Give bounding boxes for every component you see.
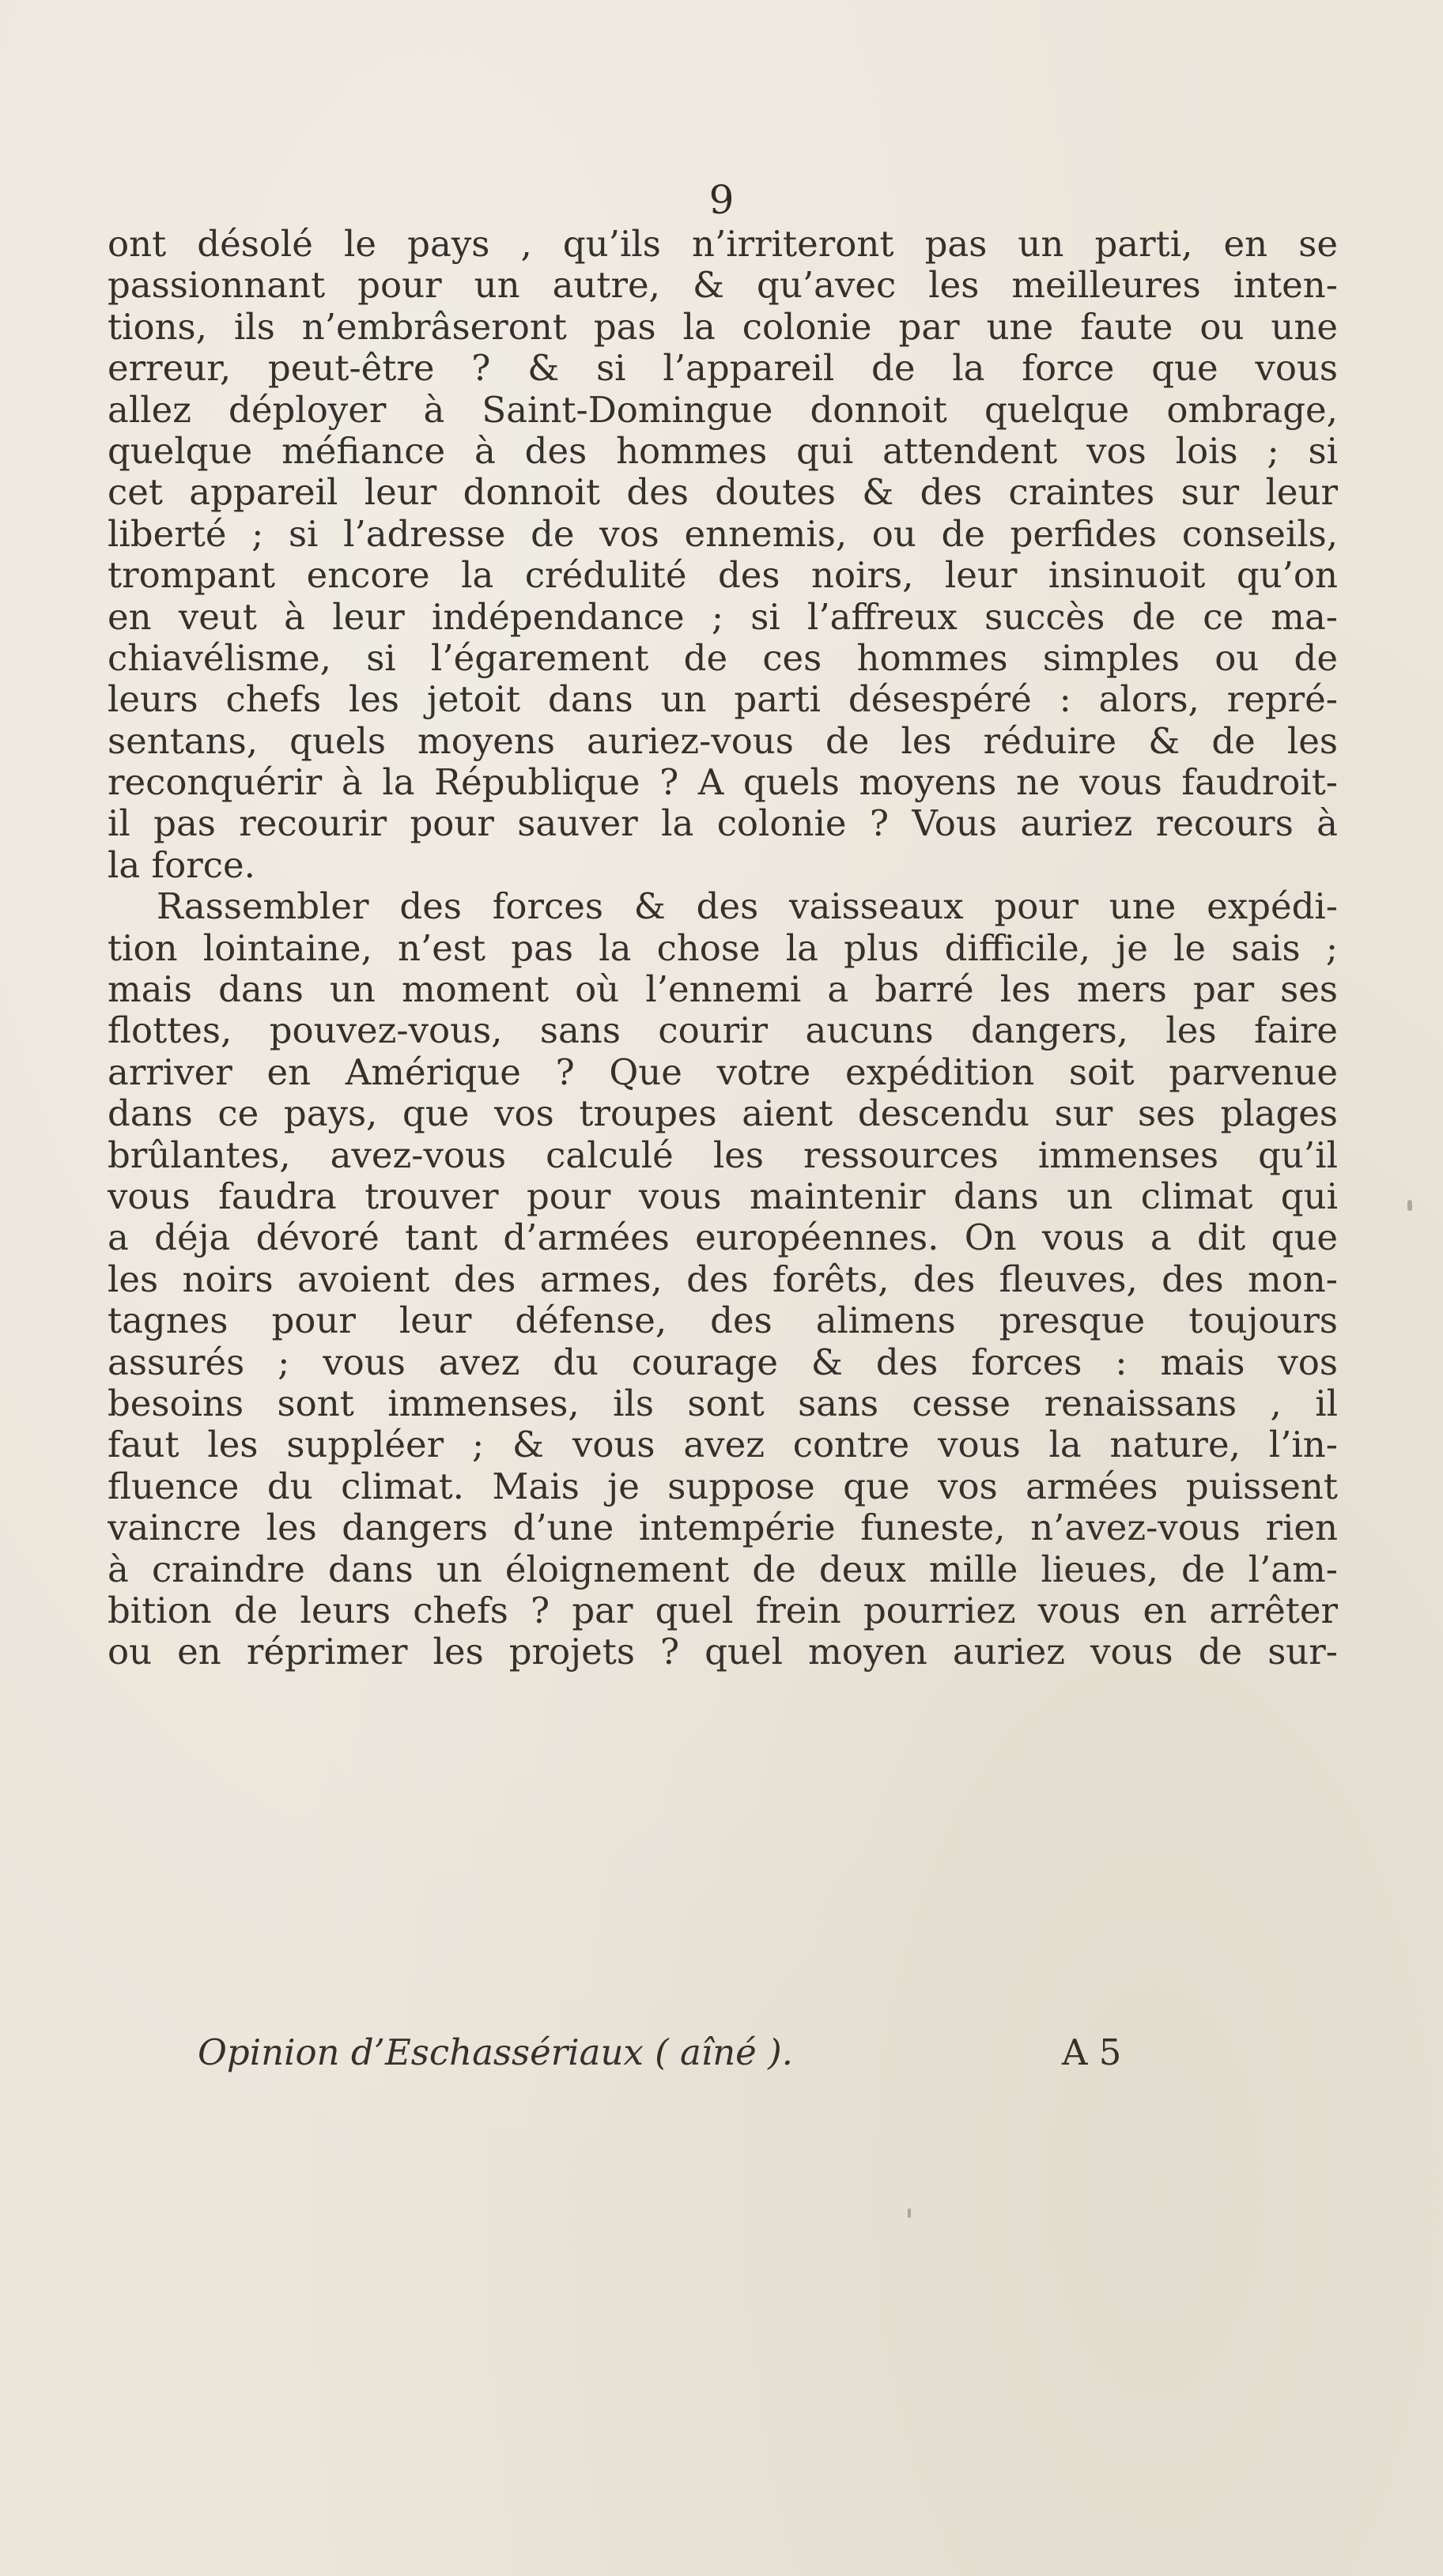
text-line: bition de leurs chefs ? par quel frein pourriez vous en arrêter bbox=[108, 1590, 1338, 1631]
text-line: faut les suppléer ; & vous avez contre vous la nature, l’in- bbox=[108, 1424, 1338, 1466]
page-number: 9 bbox=[708, 177, 735, 223]
text-line: liberté ; si l’adresse de vos ennemis, ou de perfides conseils, bbox=[108, 513, 1338, 555]
text-line: brûlantes, avez-vous calculé les ressources immenses qu’il bbox=[108, 1134, 1338, 1176]
text-line: reconquérir à la République ? A quels moyens ne vous faudroit- bbox=[108, 762, 1338, 804]
text-line: flottes, pouvez-vous, sans courir aucuns dangers, les faire bbox=[108, 1010, 1338, 1052]
text-line: sentans, quels moyens auriez-vous de les réduire & de les bbox=[108, 720, 1338, 762]
footer-author-note: Opinion d’Eschassériaux ( aîné ). bbox=[198, 2031, 793, 2073]
text-line: il pas recourir pour sauver la colonie ? Vous auriez recours à bbox=[108, 803, 1338, 845]
paper-speck bbox=[908, 2208, 911, 2218]
text-line: passionnant pour un autre, & qu’avec les meilleures inten- bbox=[108, 265, 1338, 307]
text-line: fluence du climat. Mais je suppose que vos armées puissent bbox=[108, 1465, 1338, 1507]
text-line: à craindre dans un éloignement de deux mille lieues, de l’am- bbox=[108, 1548, 1338, 1590]
text-line: dans ce pays, que vos troupes aient descendu sur ses plages bbox=[108, 1093, 1338, 1135]
text-line: tagnes pour leur défense, des alimens presque toujours bbox=[108, 1300, 1338, 1342]
text-line: assurés ; vous avez du courage & des forces : mais vos bbox=[108, 1341, 1338, 1383]
text-line: ont désolé le pays , qu’ils n’irriteront pas un parti, en se bbox=[108, 224, 1338, 265]
text-line: mais dans un moment où l’ennemi a barré les mers par ses bbox=[108, 969, 1338, 1011]
text-line: quelque méfiance à des hommes qui attendent vos lois ; si bbox=[108, 430, 1338, 472]
paper-speck bbox=[1407, 1200, 1412, 1211]
text-line: trompant encore la crédulité des noirs, leur insinuoit qu’on bbox=[108, 555, 1338, 597]
text-line: arriver en Amérique ? Que votre expédition soit parvenue bbox=[108, 1051, 1338, 1093]
paragraph-start-line: Rassembler des forces & des vaisseaux pour une expédi- bbox=[157, 886, 1338, 928]
text-line: les noirs avoient des armes, des forêts, des fleuves, des mon- bbox=[108, 1258, 1338, 1300]
paragraph-end-line: la force. bbox=[108, 844, 255, 886]
text-line: tions, ils n’embrâseront pas la colonie par une faute ou une bbox=[108, 306, 1338, 348]
text-line: a déja dévoré tant d’armées européennes. On vous a dit que bbox=[108, 1217, 1338, 1259]
text-line: allez déployer à Saint-Domingue donnoit quelque ombrage, bbox=[108, 389, 1338, 431]
text-line: vous faudra trouver pour vous maintenir dans un climat qui bbox=[108, 1175, 1338, 1217]
text-line: leurs chefs les jetoit dans un parti désespéré : alors, repré- bbox=[108, 679, 1338, 721]
text-line: tion lointaine, n’est pas la chose la plus difficile, je le sais ; bbox=[108, 927, 1338, 969]
text-line: en veut à leur indépendance ; si l’affreux succès de ce ma- bbox=[108, 596, 1338, 638]
text-line: ou en réprimer les projets ? quel moyen auriez vous de sur- bbox=[108, 1631, 1338, 1673]
printer-signature-mark: A 5 bbox=[1062, 2031, 1122, 2073]
text-line: vaincre les dangers d’une intempérie funeste, n’avez-vous rien bbox=[108, 1507, 1338, 1549]
text-line: chiavélisme, si l’égarement de ces hommes simples ou de bbox=[108, 637, 1338, 679]
body-text bbox=[108, 224, 1338, 1673]
text-line: erreur, peut-être ? & si l’appareil de la force que vous bbox=[108, 348, 1338, 390]
text-line: cet appareil leur donnoit des doutes & des craintes sur leur bbox=[108, 472, 1338, 514]
text-line: besoins sont immenses, ils sont sans cesse renaissans , il bbox=[108, 1382, 1338, 1424]
